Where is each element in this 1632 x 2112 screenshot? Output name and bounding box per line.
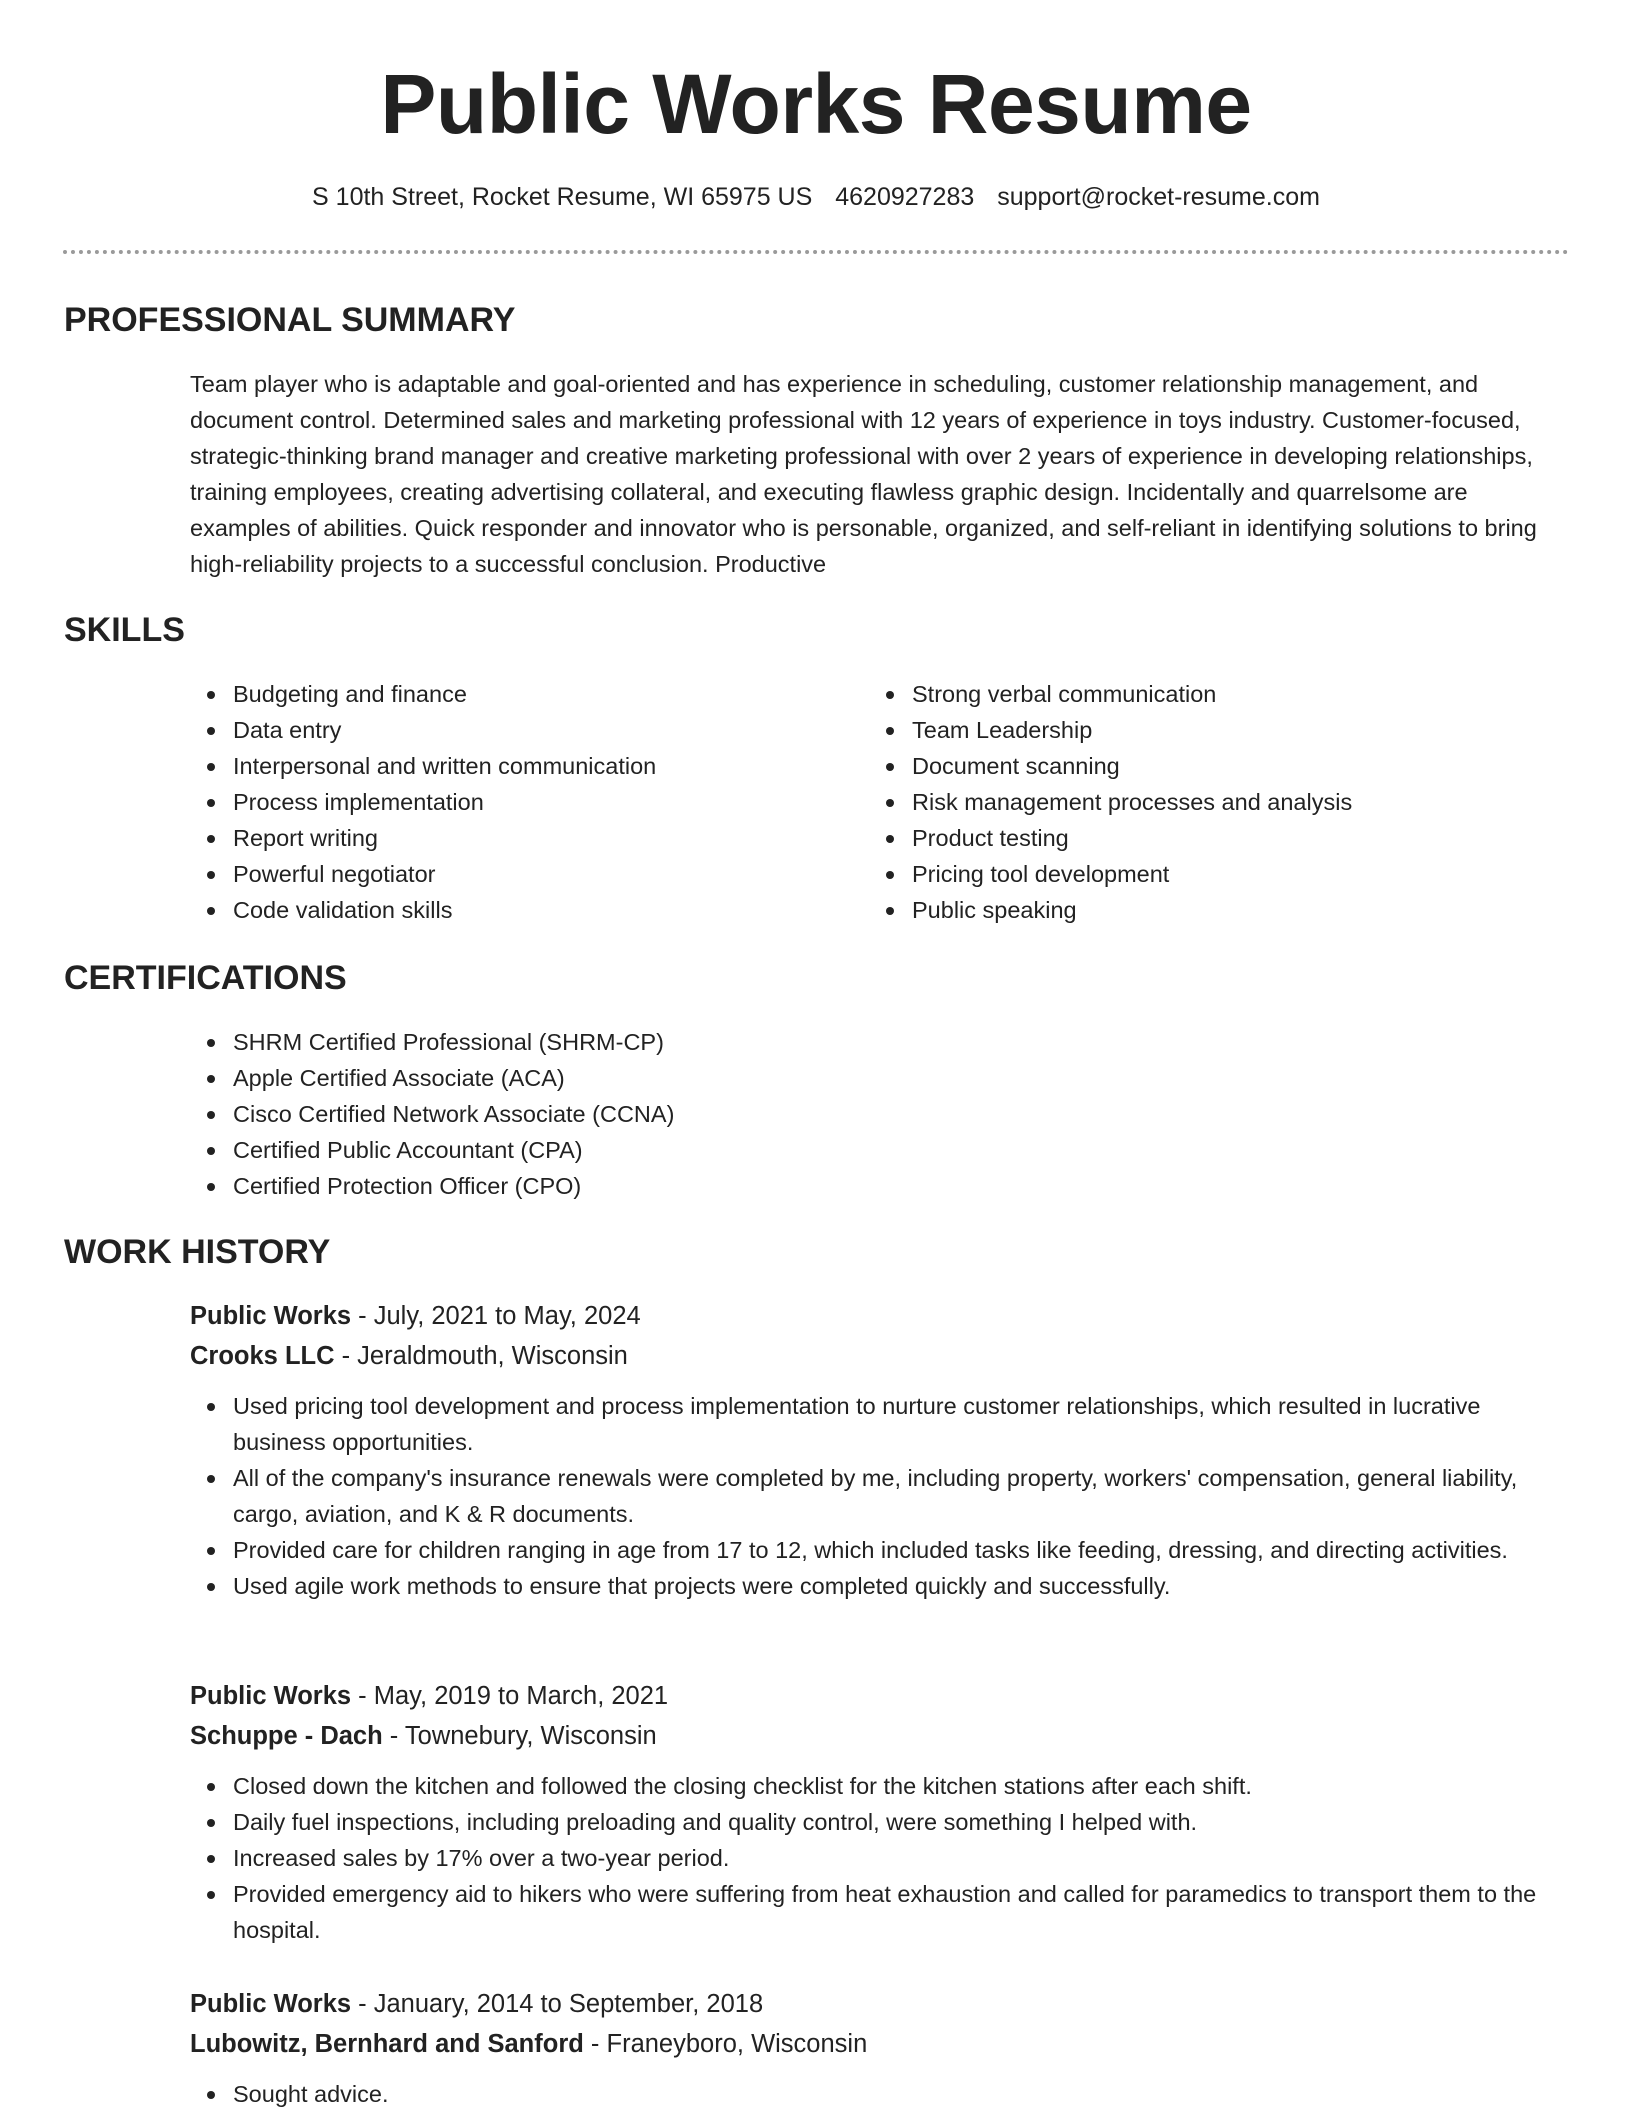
job-dates: - May, 2019 to March, 2021 xyxy=(351,1682,669,1710)
summary-text: Team player who is adaptable and goal-oriented and has experience in scheduling, customer relationship management, and document control. Determined sales and marketing professional with 12 years of experience in toys industry. Customer-focused, strategic-thinking brand manager and creative marketing professional with over 2 years of experience in developing relationships, training employees, creating advertising collateral, and executing flawless graphic design. Incidentally and quarrelsome are examples of abilities. Quick responder and innovator who is personable, organized, and self-reliant in identifying solutions to bring high-reliability projects to a successful conclusion. Productive xyxy=(190,371,1537,577)
contact-info xyxy=(0,178,1632,216)
certifications-list xyxy=(190,1024,1190,1204)
contact-address: S 10th Street, Rocket Resume, WI 65975 US xyxy=(312,183,813,211)
job-bullet: Used agile work methods to ensure that projects were completed quickly and successfully. xyxy=(190,1568,1570,1604)
certification-item: Cisco Certified Network Associate (CCNA) xyxy=(190,1096,1190,1132)
skill-item: Document scanning xyxy=(869,748,1569,784)
job-entry xyxy=(190,1676,1570,1948)
resume-title: Public Works Resume xyxy=(380,57,1252,151)
header-divider xyxy=(63,250,1569,254)
job-title: Public Works xyxy=(190,1990,352,2018)
skills-list-left xyxy=(190,676,830,928)
job-company: Crooks LLC xyxy=(190,1342,335,1370)
job-location: - Townebury, Wisconsin xyxy=(382,1722,657,1750)
job-title-line xyxy=(190,1984,1570,2024)
job-dates: - January, 2014 to September, 2018 xyxy=(351,1990,764,2018)
skill-item: Product testing xyxy=(869,820,1569,856)
job-bullet: Used pricing tool development and process implementation to nurture customer relationships, which resulted in lucrative business opportunities. xyxy=(190,1388,1570,1460)
skill-item: Budgeting and finance xyxy=(190,676,830,712)
job-dates: - July, 2021 to May, 2024 xyxy=(351,1302,641,1330)
job-company-line xyxy=(190,1716,1570,1756)
certification-item: Certified Protection Officer (CPO) xyxy=(190,1168,1190,1204)
summary-heading: PROFESSIONAL SUMMARY xyxy=(64,301,516,339)
job-bullet: All of the company's insurance renewals were completed by me, including property, workers' compensation, general liability, cargo, aviation, and K & R documents. xyxy=(190,1460,1570,1532)
skill-item: Team Leadership xyxy=(869,712,1569,748)
job-company: Schuppe - Dach xyxy=(190,1722,383,1750)
job-bullet: Provided emergency aid to hikers who were suffering from heat exhaustion and called for paramedics to transport them to the hospital. xyxy=(190,1876,1570,1948)
job-bullets xyxy=(190,1768,1570,1948)
skill-item: Code validation skills xyxy=(190,892,830,928)
job-bullet: Increased sales by 17% over a two-year period. xyxy=(190,1840,1570,1876)
certification-item: Certified Public Accountant (CPA) xyxy=(190,1132,1190,1168)
job-bullet: Provided care for children ranging in age from 17 to 12, which included tasks like feeding, dressing, and directing activities. xyxy=(190,1532,1570,1568)
certification-item: Apple Certified Associate (ACA) xyxy=(190,1060,1190,1096)
skills-heading: SKILLS xyxy=(64,611,185,649)
job-company-line xyxy=(190,1336,1570,1376)
skills-list-right xyxy=(869,676,1569,928)
skill-item: Process implementation xyxy=(190,784,830,820)
job-bullet: Sought advice. xyxy=(190,2076,1570,2112)
job-location: - Franeyboro, Wisconsin xyxy=(583,2030,868,2058)
skill-item: Public speaking xyxy=(869,892,1569,928)
work-history-heading: WORK HISTORY xyxy=(64,1233,331,1271)
contact-phone: 4620927283 xyxy=(835,183,975,211)
job-bullets xyxy=(190,2076,1570,2112)
skill-item: Pricing tool development xyxy=(869,856,1569,892)
job-title: Public Works xyxy=(190,1682,352,1710)
job-title-line xyxy=(190,1296,1570,1336)
skill-item: Powerful negotiator xyxy=(190,856,830,892)
contact-email: support@rocket-resume.com xyxy=(997,183,1320,211)
job-bullet: Daily fuel inspections, including preloading and quality control, were something I helped with. xyxy=(190,1804,1570,1840)
skill-item: Risk management processes and analysis xyxy=(869,784,1569,820)
job-company: Lubowitz, Bernhard and Sanford xyxy=(190,2030,584,2058)
job-bullets xyxy=(190,1388,1570,1604)
job-title: Public Works xyxy=(190,1302,352,1330)
certification-item: SHRM Certified Professional (SHRM-CP) xyxy=(190,1024,1190,1060)
job-entry xyxy=(190,1984,1570,2112)
skill-item: Strong verbal communication xyxy=(869,676,1569,712)
job-bullet: Closed down the kitchen and followed the closing checklist for the kitchen stations after each shift. xyxy=(190,1768,1570,1804)
job-location: - Jeraldmouth, Wisconsin xyxy=(334,1342,628,1370)
skill-item: Report writing xyxy=(190,820,830,856)
skill-item: Interpersonal and written communication xyxy=(190,748,830,784)
skill-item: Data entry xyxy=(190,712,830,748)
job-company-line xyxy=(190,2024,1570,2064)
certifications-heading: CERTIFICATIONS xyxy=(64,959,347,997)
job-entry xyxy=(190,1296,1570,1604)
job-title-line xyxy=(190,1676,1570,1716)
